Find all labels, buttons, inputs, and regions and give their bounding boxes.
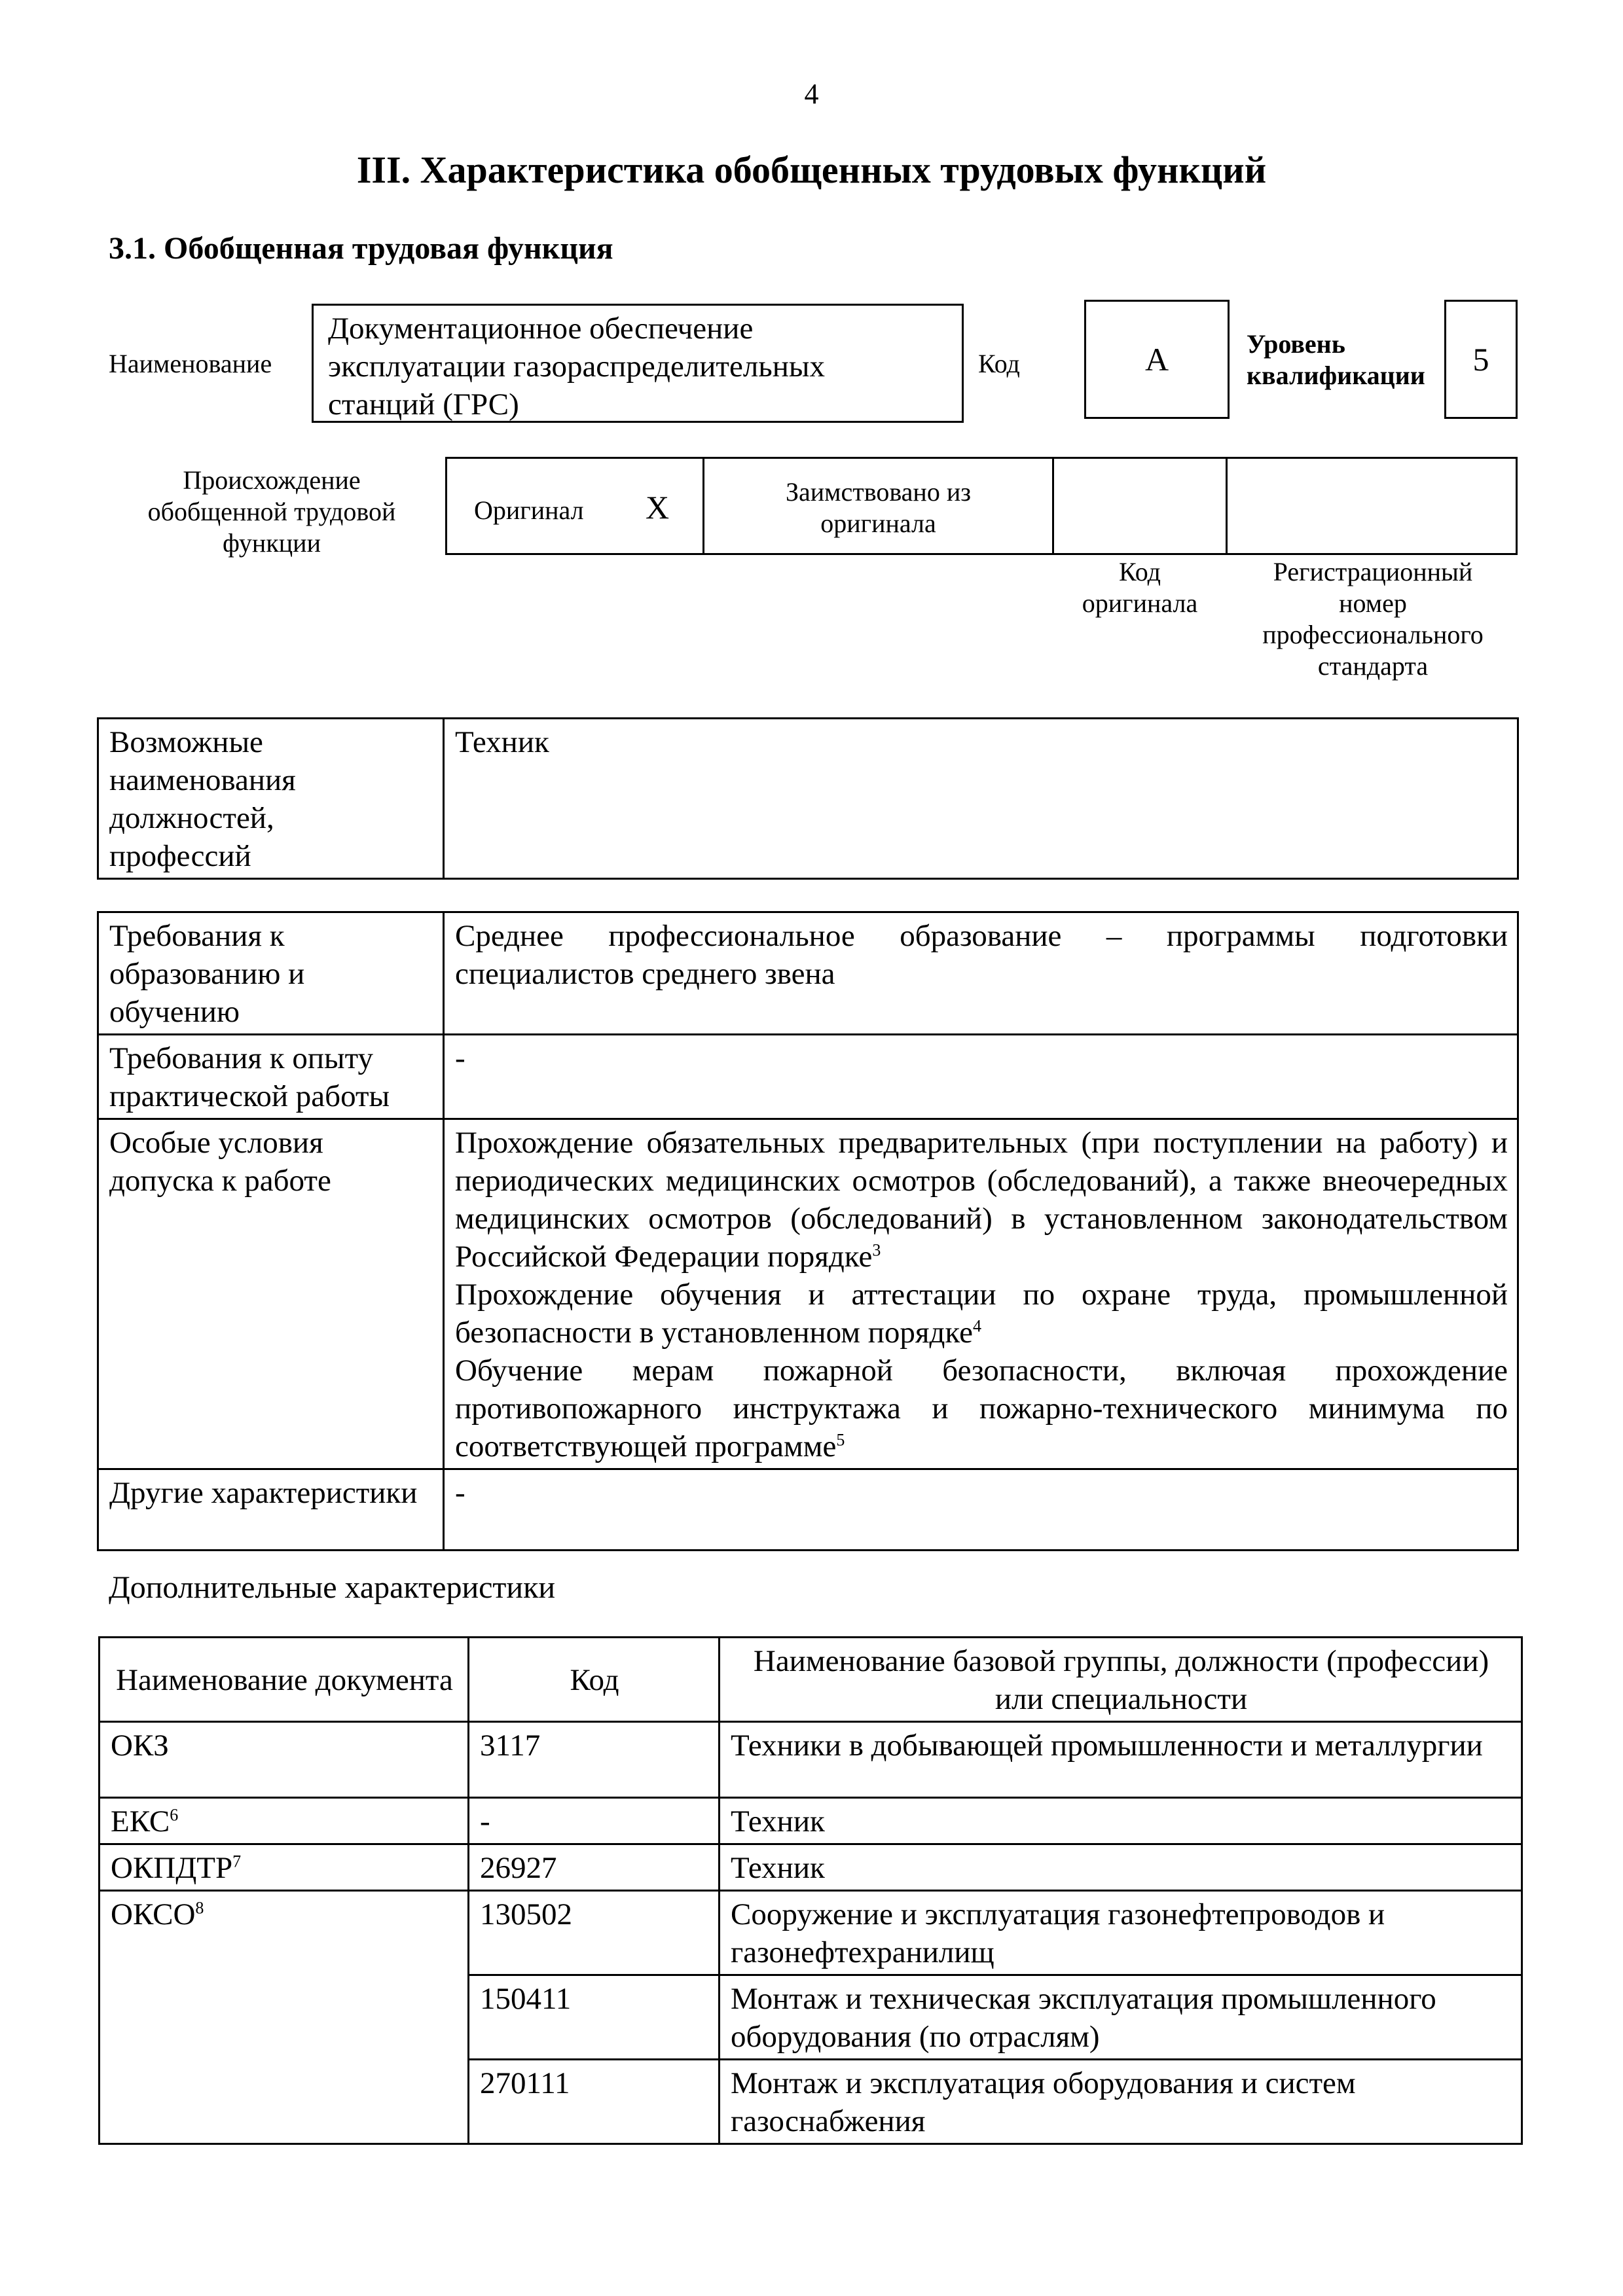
level-value: 5	[1444, 300, 1518, 419]
code-cell: 130502	[469, 1891, 720, 1975]
footnote-ref: 4	[972, 1316, 981, 1336]
borrowed-label-line: Заимствовано из	[785, 477, 972, 507]
footnote-ref: 6	[170, 1805, 179, 1825]
code-cell: -	[469, 1798, 720, 1844]
reg-number-line: профессионального	[1262, 620, 1484, 649]
requirement-row	[98, 1119, 1518, 1469]
positions-label-line: должностей,	[109, 801, 274, 835]
reg-number-line: Регистрационный	[1273, 557, 1473, 586]
requirement-row	[98, 912, 1518, 1035]
requirement-value	[444, 1119, 1518, 1469]
footnote-ref: 8	[195, 1898, 204, 1918]
level-label-line: Уровень	[1247, 329, 1345, 359]
requirement-paragraph: Прохождение обязательных предварительных (при поступлении на работу) и периодических медицинских осмотров (обследований), а также внеочередных медицинских осмотров (обследований) в установленном законодательством Российской Федерации порядке$^3$	[455, 1126, 1508, 1274]
name-label: Наименование	[109, 349, 272, 378]
group-name-cell: Техник	[720, 1844, 1522, 1891]
name-value-line: станций (ГРС)	[328, 387, 519, 422]
requirement-paragraph: Обучение мерам пожарной безопасности, включая прохождение противопожарного инструктажа и пожарно-технического минимума по соответствующей программе$^5$	[455, 1354, 1508, 1463]
table-row	[100, 1722, 1522, 1798]
requirement-label: Требования к опыту практической работы	[98, 1035, 444, 1119]
additional-title: Дополнительные характеристики	[109, 1570, 556, 1605]
requirement-text: -	[455, 1476, 465, 1510]
code-value: А	[1084, 300, 1230, 419]
footnote-ref: 5	[836, 1430, 845, 1450]
group-name-cell: Монтаж и техническая эксплуатация промышленного оборудования (по отраслям)	[720, 1975, 1522, 2060]
code-cell: 26927	[469, 1844, 720, 1891]
group-name-cell: Техники в добывающей промышленности и металлургии	[720, 1722, 1522, 1798]
requirement-value	[444, 912, 1518, 1035]
original-mark: X	[646, 489, 670, 526]
group-name-cell: Монтаж и эксплуатация оборудования и систем газоснабжения	[720, 2060, 1522, 2144]
code-label: Код	[978, 349, 1020, 378]
positions-label-line: наименования	[109, 763, 296, 797]
group-name-cell: Сооружение и эксплуатация газонефтепроводов и газонефтехранилищ	[720, 1891, 1522, 1975]
requirement-value	[444, 1469, 1518, 1551]
header-group-name: Наименование базовой группы, должности (профессии) или специальности	[720, 1638, 1522, 1722]
requirement-row	[98, 1035, 1518, 1119]
code-cell: 270111	[469, 2060, 720, 2144]
origin-label	[131, 465, 412, 559]
code-original-caption	[1054, 556, 1226, 619]
positions-value: Техник	[444, 719, 1518, 879]
origin-divider	[1052, 457, 1054, 555]
origin-label-line: функции	[223, 528, 321, 558]
doc-cell: ОКЗ	[100, 1722, 469, 1798]
positions-label-line: Возможные	[109, 725, 263, 759]
name-value-line: эксплуатации газораспределительных	[328, 350, 825, 384]
reg-number-line: стандарта	[1317, 651, 1429, 681]
additional-header-row	[100, 1638, 1522, 1722]
code-original-line: оригинала	[1082, 588, 1198, 618]
table-row	[100, 1798, 1522, 1844]
footnote-ref: 7	[232, 1852, 242, 1871]
positions-row	[98, 719, 1518, 879]
reg-number-line: номер	[1339, 588, 1407, 618]
origin-label-line: обобщенной трудовой	[147, 497, 396, 526]
requirement-row	[98, 1469, 1518, 1551]
reg-number-caption	[1228, 556, 1518, 682]
code-original-line: Код	[1119, 557, 1161, 586]
name-value-line: Документационное обеспечение	[328, 312, 754, 346]
original-label: Оригинал	[474, 495, 584, 525]
level-label-line: квалификации	[1247, 361, 1425, 390]
name-value-box	[312, 304, 964, 423]
requirement-label: Требования к образованию и обучению	[98, 912, 444, 1035]
doc-cell: ЕКС$^6$	[100, 1798, 469, 1844]
requirement-value	[444, 1035, 1518, 1119]
section-title: III. Характеристика обобщенных трудовых функций	[356, 149, 1267, 191]
positions-table	[97, 717, 1519, 880]
group-name-cell: Техник	[720, 1798, 1522, 1844]
header-document: Наименование документа	[100, 1638, 469, 1722]
origin-label-line: Происхождение	[183, 465, 361, 495]
requirement-text: -	[455, 1041, 465, 1075]
positions-label-line: профессий	[109, 839, 251, 873]
header-code: Код	[469, 1638, 720, 1722]
requirement-label: Другие характеристики	[98, 1469, 444, 1551]
table-row	[100, 1891, 1522, 1975]
code-cell: 3117	[469, 1722, 720, 1798]
level-label	[1247, 329, 1425, 391]
requirements-table	[97, 911, 1519, 1551]
borrowed-label-line: оригинала	[820, 509, 936, 538]
table-row	[100, 1844, 1522, 1891]
additional-table	[98, 1636, 1523, 2145]
code-cell: 150411	[469, 1975, 720, 2060]
page-number: 4	[804, 78, 819, 110]
origin-divider	[1226, 457, 1228, 555]
requirement-text: Среднее профессиональное образование – программы подготовки специалистов среднего звена	[455, 919, 1508, 991]
requirement-label: Особые условия допуска к работе	[98, 1119, 444, 1469]
subsection-title: 3.1. Обобщенная трудовая функция	[109, 231, 613, 266]
doc-cell: ОКПДТР$^7$	[100, 1844, 469, 1891]
footnote-ref: 3	[872, 1240, 881, 1260]
requirement-paragraph: Прохождение обучения и аттестации по охране труда, промышленной безопасности в установленном порядке$^4$	[455, 1278, 1508, 1350]
positions-label	[98, 719, 444, 879]
borrowed-label	[704, 476, 1052, 539]
doc-cell: ОКСО$^8$	[100, 1891, 469, 2144]
